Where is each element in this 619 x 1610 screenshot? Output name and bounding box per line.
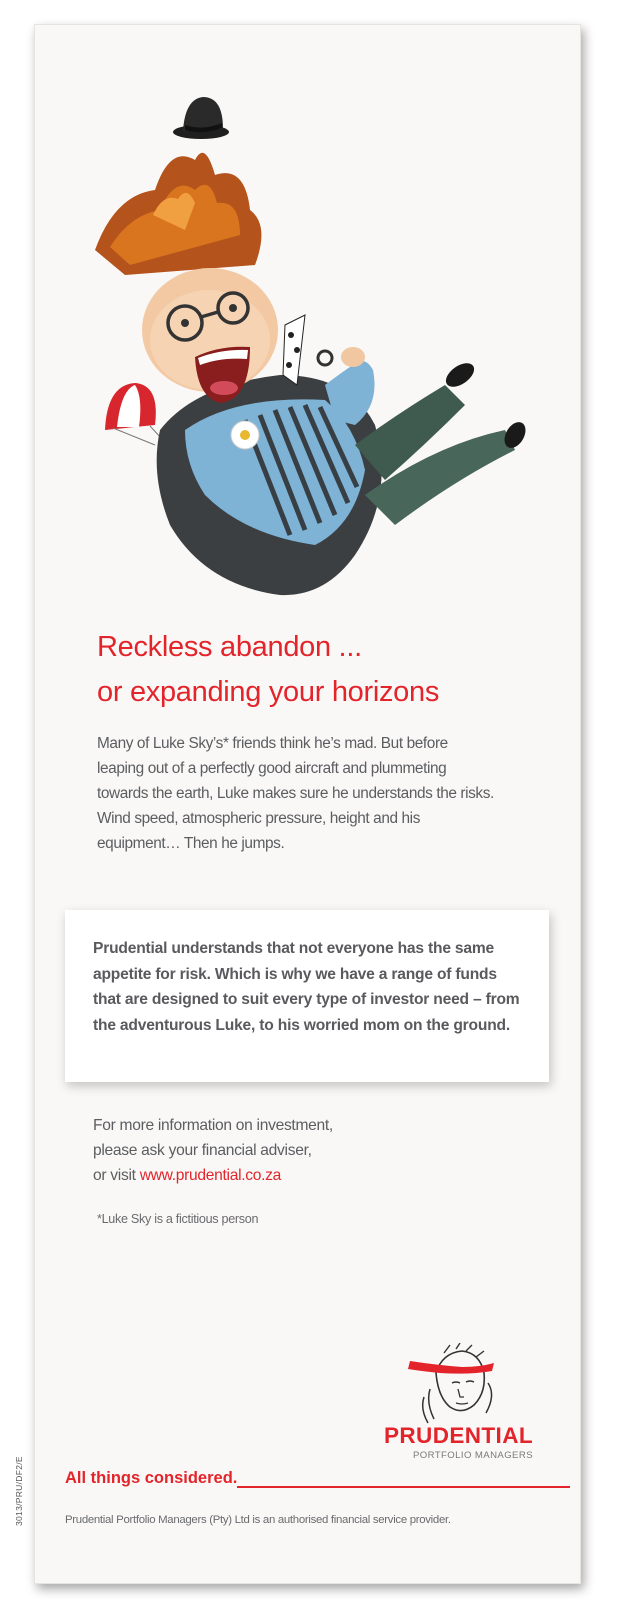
body-copy [97, 731, 517, 856]
tagline: All things considered. [65, 1469, 238, 1487]
body-line-2: leaping out of a perfectly good aircraft and plummeting [97, 760, 447, 777]
prudential-head-logo-icon [400, 1343, 510, 1425]
more-info-line-1: For more information on investment, [93, 1117, 333, 1134]
body-line-4: Wind speed, atmospheric pressure, height and his [97, 810, 421, 827]
parachute-pack-icon [105, 383, 163, 445]
more-info-line-2: please ask your financial adviser, [93, 1142, 312, 1159]
more-info-prefix: or visit [93, 1167, 140, 1184]
headline-line-1: Reckless abandon ... [97, 631, 362, 663]
website-link[interactable]: www.prudential.co.za [139, 1167, 282, 1184]
tagline-rule [237, 1486, 570, 1488]
body-line-1: Many of Luke Sky’s* friends think he’s mad. But before [97, 735, 448, 752]
headline-line-2: or expanding your horizons [97, 676, 440, 708]
disclaimer: Prudential Portfolio Managers (Pty) Ltd is an authorised financial service provider. [65, 1514, 451, 1526]
callout-text: Prudential understands that not everyone has the same appetite for risk. Which is why we have a range of funds that are designed to suit every type of investor need – from the adventurous Luke, to his worried mom on the ground. [93, 940, 520, 1034]
legs-icon [355, 358, 530, 525]
brand-name: PRUDENTIAL [384, 1423, 533, 1448]
headline [97, 625, 567, 715]
advertisement-page [34, 24, 581, 1584]
footnote: *Luke Sky is a fictitious person [97, 1212, 259, 1226]
reference-code: 3013/PRU/DF2/E [14, 1456, 24, 1526]
body-line-5: equipment… Then he jumps. [97, 835, 285, 852]
flaming-hair-icon [95, 153, 261, 275]
body-line-3: towards the earth, Luke makes sure he understands the risks. [97, 785, 494, 802]
more-info-line-3 [93, 1163, 453, 1188]
bowler-hat-icon [173, 97, 229, 139]
skydiver-illustration [35, 25, 582, 625]
brand-subtitle: PORTFOLIO MANAGERS [412, 1450, 533, 1461]
callout-card [65, 910, 549, 1082]
daisy-flower-icon [231, 421, 259, 449]
more-info [93, 1113, 453, 1188]
